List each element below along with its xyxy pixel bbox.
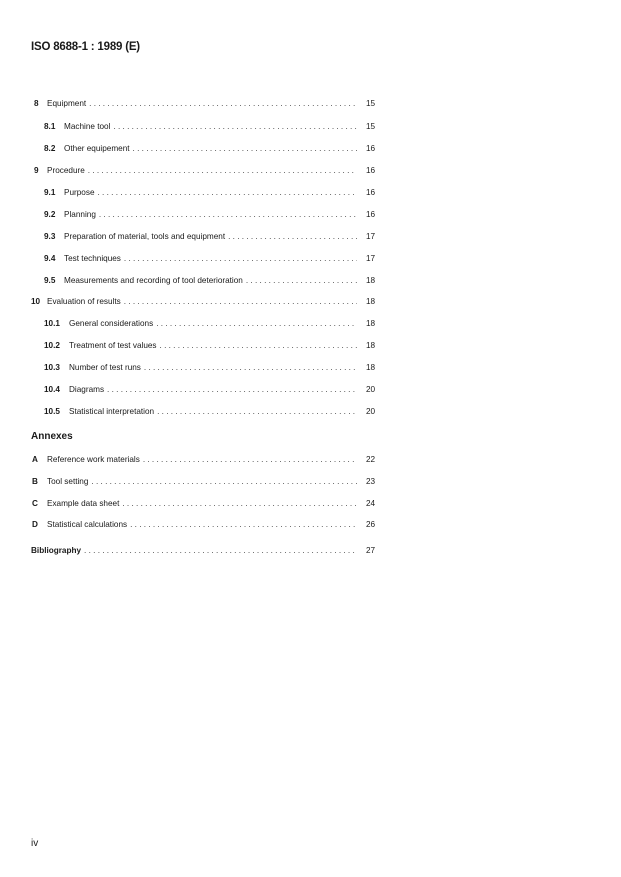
toc-entry-number: 10.5 bbox=[44, 407, 60, 416]
dot-leader bbox=[88, 164, 357, 178]
toc-entry-title: Bibliography bbox=[31, 546, 82, 555]
toc-entry-title: Purpose bbox=[64, 188, 95, 197]
toc-entry-9-5[interactable] bbox=[0, 274, 621, 288]
toc-entry-page: 26 bbox=[366, 520, 376, 529]
toc-entry-page: 18 bbox=[366, 297, 376, 306]
toc-entry-number: B bbox=[32, 477, 38, 486]
toc-entry-number: 10.3 bbox=[44, 363, 60, 372]
toc-entry-number: 10.1 bbox=[44, 319, 60, 328]
toc-entry-title: Evaluation of results bbox=[47, 297, 121, 306]
toc-entry-page: 23 bbox=[366, 477, 376, 486]
toc-entry-page: 20 bbox=[366, 385, 376, 394]
toc-entry-title: Planning bbox=[64, 210, 96, 219]
toc-entry-9-4[interactable] bbox=[0, 252, 621, 266]
toc-entry-number: 8.1 bbox=[44, 122, 56, 131]
toc-entry-page: 15 bbox=[366, 99, 376, 108]
toc-entry-page: 16 bbox=[366, 144, 376, 153]
toc-entry-title: Measurements and recording of tool deterioration bbox=[64, 276, 243, 285]
dot-leader bbox=[157, 405, 357, 419]
toc-entry-number: 9.4 bbox=[44, 254, 56, 263]
toc-entry-title: Equipment bbox=[47, 99, 87, 108]
toc-annex-b[interactable] bbox=[0, 475, 621, 489]
toc-annex-d[interactable] bbox=[0, 518, 621, 532]
toc-entry-number: 9.1 bbox=[44, 188, 56, 197]
toc-annex-a[interactable] bbox=[0, 453, 621, 467]
dot-leader bbox=[144, 361, 357, 375]
toc-entry-page: 17 bbox=[366, 232, 376, 241]
toc-entry-8[interactable] bbox=[0, 97, 621, 111]
dot-leader bbox=[124, 252, 357, 266]
toc-entry-title: Test techniques bbox=[64, 254, 121, 263]
toc-entry-page: 16 bbox=[366, 166, 376, 175]
toc-entry-title: Example data sheet bbox=[47, 499, 120, 508]
page-number: iv bbox=[31, 838, 39, 849]
toc-entry-10-2[interactable] bbox=[0, 339, 621, 353]
toc-entry-title: Machine tool bbox=[64, 122, 111, 131]
dot-leader bbox=[89, 97, 357, 111]
toc-entry-page: 18 bbox=[366, 319, 376, 328]
toc-entry-number: 10 bbox=[31, 297, 41, 306]
toc-entry-number: C bbox=[32, 499, 38, 508]
toc-entry-page: 18 bbox=[366, 276, 376, 285]
dot-leader bbox=[98, 186, 358, 200]
toc-entry-number: A bbox=[32, 455, 38, 464]
toc-entry-title: Reference work materials bbox=[47, 455, 140, 464]
toc-entry-page: 27 bbox=[366, 546, 376, 555]
toc-entry-number: 8 bbox=[34, 99, 39, 108]
dot-leader bbox=[143, 453, 357, 467]
dot-leader bbox=[228, 230, 357, 244]
toc-entry-number: 9.2 bbox=[44, 210, 56, 219]
toc-entry-number: 9 bbox=[34, 166, 39, 175]
toc-entry-9-3[interactable] bbox=[0, 230, 621, 244]
toc-entry-page: 22 bbox=[366, 455, 376, 464]
toc-entry-title: Tool setting bbox=[47, 477, 89, 486]
toc-entry-number: 9.3 bbox=[44, 232, 56, 241]
toc-entry-title: Treatment of test values bbox=[69, 341, 157, 350]
toc-entry-page: 18 bbox=[366, 363, 376, 372]
toc-entry-title: General considerations bbox=[69, 319, 154, 328]
dot-leader bbox=[113, 120, 357, 134]
toc-entry-number: 10.2 bbox=[44, 341, 60, 350]
dot-leader bbox=[160, 339, 357, 353]
toc-entry-number: 8.2 bbox=[44, 144, 56, 153]
toc-entry-9-2[interactable] bbox=[0, 208, 621, 222]
toc-entry-10-1[interactable] bbox=[0, 317, 621, 331]
toc-entry-page: 18 bbox=[366, 341, 376, 350]
toc-entry-number: 9.5 bbox=[44, 276, 56, 285]
toc-entry-page: 24 bbox=[366, 499, 376, 508]
toc-entry-page: 15 bbox=[366, 122, 376, 131]
document-header: ISO 8688-1 : 1989 (E) bbox=[31, 41, 140, 53]
toc-entry-10-5[interactable] bbox=[0, 405, 621, 419]
toc-bibliography[interactable] bbox=[0, 544, 621, 558]
dot-leader bbox=[246, 274, 357, 288]
toc-entry-number: 10.4 bbox=[44, 385, 60, 394]
dot-leader bbox=[84, 544, 357, 558]
toc-entry-10[interactable] bbox=[0, 295, 621, 309]
annexes-heading: Annexes bbox=[31, 431, 73, 442]
toc-entry-page: 16 bbox=[366, 188, 376, 197]
toc-entry-title: Number of test runs bbox=[69, 363, 141, 372]
dot-leader bbox=[99, 208, 357, 222]
toc-entry-8-1[interactable] bbox=[0, 120, 621, 134]
toc-entry-title: Procedure bbox=[47, 166, 85, 175]
toc-entry-title: Statistical interpretation bbox=[69, 407, 155, 416]
dot-leader bbox=[133, 142, 357, 156]
toc-entry-title: Preparation of material, tools and equipment bbox=[64, 232, 226, 241]
toc-entry-title: Diagrams bbox=[69, 385, 105, 394]
toc-entry-9[interactable] bbox=[0, 164, 621, 178]
toc-entry-8-2[interactable] bbox=[0, 142, 621, 156]
dot-leader bbox=[124, 295, 357, 309]
dot-leader bbox=[91, 475, 357, 489]
dot-leader bbox=[122, 497, 357, 511]
toc-entry-page: 16 bbox=[366, 210, 376, 219]
dot-leader bbox=[130, 518, 357, 532]
toc-entry-10-3[interactable] bbox=[0, 361, 621, 375]
dot-leader bbox=[156, 317, 357, 331]
toc-entry-page: 20 bbox=[366, 407, 376, 416]
dot-leader bbox=[107, 383, 357, 397]
toc-entry-title: Other equipement bbox=[64, 144, 130, 153]
toc-entry-10-4[interactable] bbox=[0, 383, 621, 397]
toc-entry-title: Statistical calculations bbox=[47, 520, 128, 529]
toc-annex-c[interactable] bbox=[0, 497, 621, 511]
toc-entry-number: D bbox=[32, 520, 38, 529]
toc-entry-9-1[interactable] bbox=[0, 186, 621, 200]
toc-entry-page: 17 bbox=[366, 254, 376, 263]
